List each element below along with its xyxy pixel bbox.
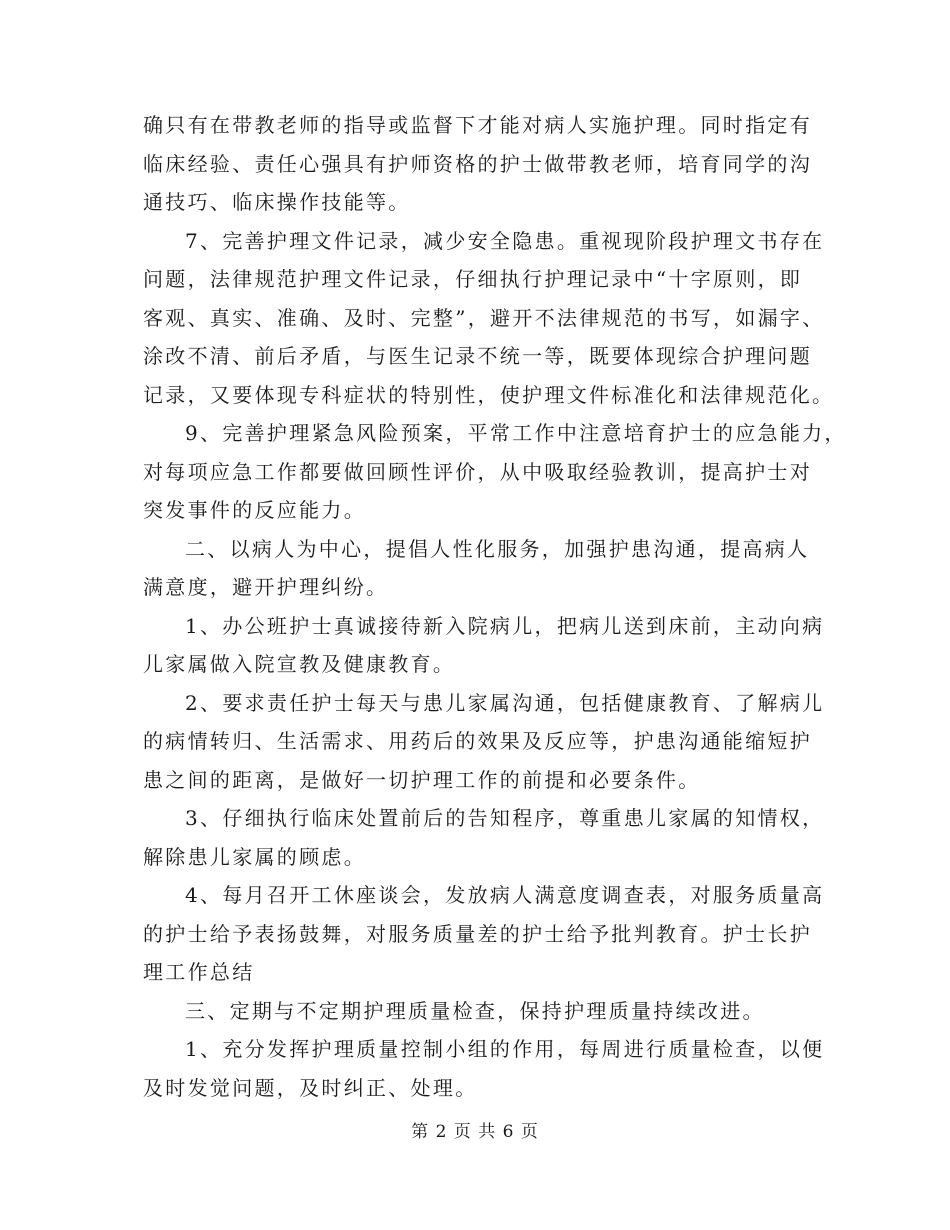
footer-middle: 页 共 (447, 1122, 503, 1142)
section-heading (143, 530, 823, 607)
paragraph (143, 414, 847, 530)
document-body (143, 106, 847, 1107)
text-line: 7、完善护理文件记录，减少安全隐患。重视现阶段护理文书存在 (185, 228, 825, 253)
text-line: 三、定期与不定期护理质量检查，保持护理质量持续改进。 (185, 998, 765, 1023)
text-line: 满意度，避开护理纠纷。 (143, 575, 389, 599)
current-page-number: 2 (435, 1122, 448, 1142)
text-line: 问题，法律规范护理文件记录，仔细执行护理记录中“十字原则，即 (143, 267, 803, 291)
text-line: 1、办公班护士真诚接待新入院病儿，把病儿送到床前，主动向病 (185, 613, 825, 638)
footer-prefix: 第 (411, 1122, 436, 1142)
text-line: 儿家属做入院宣教及健康教育。 (143, 652, 456, 676)
text-line: 确只有在带教老师的指导或监督下才能对病人实施护理。同时指定有 (143, 113, 812, 137)
paragraph (143, 684, 823, 800)
text-line: 4、每月召开工休座谈会，发放病人满意度调查表，对服务质量高 (185, 883, 825, 907)
section-heading (143, 992, 823, 1031)
paragraph (143, 106, 823, 222)
text-line: 2、要求责任护士每天与患儿家属沟通，包括健康教育、了解病儿 (185, 690, 825, 715)
footer-suffix: 页 (514, 1122, 539, 1142)
text-line: 3、仔细执行临床处置前后的告知程序，尊重患儿家属的知情权， (185, 806, 825, 830)
text-line: 对每项应急工作都要做回顾性评价，从中吸取经验教训，提高护士对 (143, 459, 812, 484)
text-line: 理工作总结 (143, 960, 255, 984)
text-line: 涂改不清、前后矛盾，与医生记录不统一等，既要体现综合护理问题 (143, 344, 812, 368)
paragraph (143, 1030, 823, 1107)
text-line: 患之间的距离，是做好一切护理工作的前提和必要条件。 (143, 767, 701, 792)
text-line: 9、完善护理紧急风险预案，平常工作中注意培育护士的应急能力， (185, 421, 847, 445)
text-line: 客观、真实、准确、及时、完整”，避开不法律规范的书写，如漏字、 (143, 305, 825, 330)
page-footer (0, 1117, 950, 1142)
text-line: 临床经验、责任心强具有护师资格的护士做带教老师，培育同学的沟 (143, 151, 812, 176)
paragraph (143, 607, 823, 684)
paragraph (143, 799, 823, 876)
text-line: 1、充分发挥护理质量控制小组的作用，每周进行质量检查，以便 (185, 1037, 825, 1061)
text-line: 记录，又要体现专科症状的特别性，使护理文件标准化和法律规范化。 (143, 382, 835, 407)
paragraph (143, 222, 835, 415)
text-line: 通技巧、临床操作技能等。 (143, 190, 411, 214)
text-line: 解除患儿家属的顾虑。 (143, 844, 366, 869)
total-pages-number: 6 (502, 1122, 515, 1142)
text-line: 的护士给予表扬鼓舞，对服务质量差的护士给予批判教育。护士长护 (143, 921, 812, 946)
text-line: 突发事件的反应能力。 (143, 498, 366, 522)
text-line: 的病情转归、生活需求、用药后的效果及反应等，护患沟通能缩短护 (143, 729, 812, 753)
text-line: 及时发觉问题，及时纠正、处理。 (143, 1075, 478, 1100)
paragraph (143, 876, 823, 992)
text-line: 二、以病人为中心，提倡人性化服务，加强护患沟通，提高病人 (185, 536, 810, 561)
